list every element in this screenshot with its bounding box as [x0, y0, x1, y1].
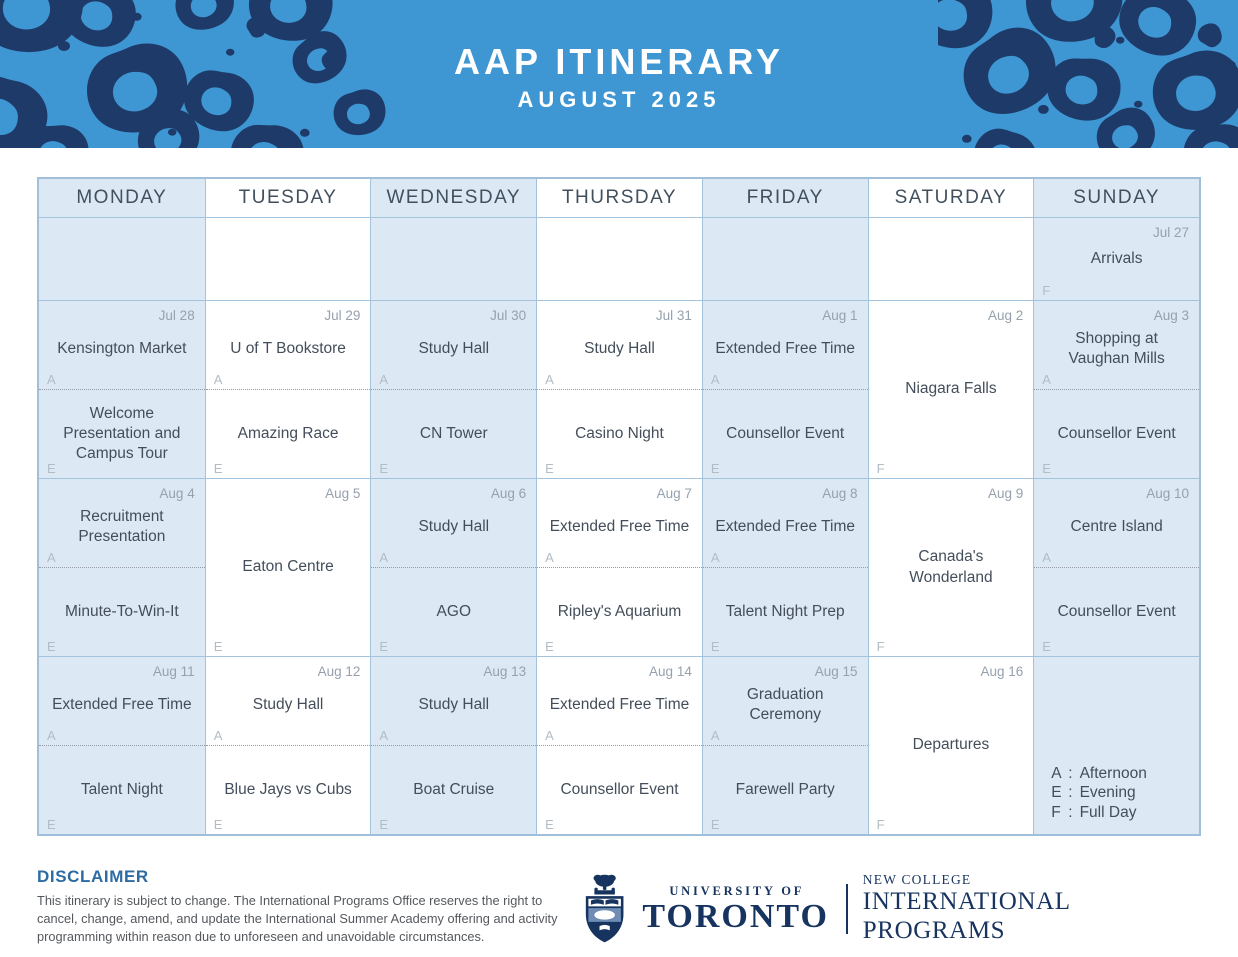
- cell-evening-half: [1034, 390, 1199, 479]
- event-afternoon: Graduation Ceremony: [746, 685, 824, 723]
- logo-university-of: UNIVERSITY OF: [669, 883, 805, 898]
- cell-evening-half: [537, 568, 702, 657]
- itinerary-calendar: [37, 177, 1201, 836]
- cell-date: Aug 3: [1153, 308, 1189, 323]
- event-evening: CN Tower: [419, 424, 488, 442]
- period-label-evening: E: [47, 817, 56, 832]
- period-label-afternoon: A: [213, 371, 223, 387]
- event-evening: Casino Night: [575, 424, 664, 442]
- footer: [37, 867, 1201, 947]
- event-afternoon: Recruitment Presentation: [78, 507, 166, 545]
- period-label-evening: E: [545, 817, 554, 832]
- cell-evening-half: [206, 390, 371, 479]
- calendar-cell: [205, 218, 371, 300]
- period-label-afternoon: A: [213, 727, 223, 743]
- cell-date: Aug 14: [649, 664, 692, 679]
- legend-item: A : Afternoon: [1051, 764, 1147, 782]
- event-full-day: Arrivals: [1090, 249, 1143, 267]
- cell-date: Jul 28: [158, 308, 195, 323]
- period-label: F: [1042, 283, 1051, 298]
- period-label-afternoon: A: [47, 549, 56, 565]
- event-afternoon: Study Hall: [584, 339, 655, 357]
- cell-evening-half: [537, 746, 702, 835]
- cell-evening-half: [371, 390, 536, 479]
- period-label: F: [876, 817, 885, 832]
- cell-date: Aug 15: [814, 664, 858, 679]
- event-afternoon: Extended Free Time: [715, 517, 855, 535]
- period-label-afternoon: A: [1042, 549, 1051, 565]
- event-evening: Counsellor Event: [560, 780, 679, 798]
- logo-toronto: TORONTO: [642, 897, 829, 935]
- calendar-week-row: [39, 218, 1199, 300]
- disclaimer-body: This itinerary is subject to change. The International Programs Office reserves the right to cancel, change, amend, and update the International Summer Academy offering and activity programming within reason due to unforeseen and unavoidable circumstances.: [37, 893, 558, 945]
- calendar-cell: [1033, 218, 1199, 300]
- event-evening: Blue Jays vs Cubs: [224, 780, 352, 798]
- day-header-sunday: SUNDAY: [1033, 179, 1199, 217]
- calendar-week-row: [39, 478, 1199, 656]
- period-label-evening: E: [213, 461, 223, 476]
- calendar-cell: [702, 218, 868, 300]
- event-full-day: Canada's Wonderland: [909, 548, 993, 586]
- cell-date: Aug 5: [325, 486, 361, 501]
- event-afternoon: Extended Free Time: [549, 695, 690, 713]
- calendar-cell: [1033, 301, 1199, 478]
- event-full-day: Eaton Centre: [242, 558, 334, 576]
- event-afternoon: Shopping at Vaughan Mills: [1068, 329, 1165, 367]
- day-header-thursday: THURSDAY: [536, 179, 702, 217]
- calendar-cell: [1033, 657, 1199, 834]
- page-title: AAP ITINERARY: [453, 41, 785, 82]
- cell-date: Aug 2: [988, 308, 1024, 323]
- period-label-evening: E: [545, 639, 554, 654]
- day-header-friday: FRIDAY: [702, 179, 868, 217]
- calendar-cell: [370, 301, 536, 478]
- period-label-afternoon: A: [545, 371, 554, 387]
- logo-new-college: NEW COLLEGE: [862, 872, 972, 888]
- period-label-evening: E: [379, 817, 389, 832]
- event-afternoon: Extended Free Time: [52, 695, 192, 713]
- event-afternoon: Study Hall: [418, 339, 490, 357]
- period-label-evening: E: [710, 461, 720, 476]
- event-afternoon: Kensington Market: [57, 339, 187, 357]
- cell-date: Aug 9: [988, 486, 1024, 501]
- cell-evening-half: [39, 568, 205, 657]
- period-label-afternoon: A: [1042, 371, 1051, 387]
- calendar-cell: [370, 218, 536, 300]
- calendar-cell: [702, 301, 868, 478]
- event-evening: Amazing Race: [237, 424, 339, 442]
- event-full-day: Departures: [912, 736, 990, 754]
- calendar-cell: [868, 301, 1034, 478]
- calendar-cell: [39, 657, 205, 834]
- calendar-cell: [205, 301, 371, 478]
- calendar-week-row: [39, 656, 1199, 834]
- banner: [0, 0, 1238, 148]
- day-header-monday: MONDAY: [39, 179, 205, 217]
- event-evening: Counsellor Event: [726, 424, 845, 442]
- legend: [1051, 764, 1147, 823]
- period-label-evening: E: [710, 639, 720, 654]
- cell-evening-half: [703, 568, 868, 657]
- uoft-crest-icon: [579, 871, 630, 947]
- event-afternoon: U of T Bookstore: [230, 339, 346, 357]
- calendar-cell: [1033, 479, 1199, 656]
- period-label-evening: E: [710, 817, 720, 832]
- period-label-evening: E: [545, 461, 554, 476]
- period-label-afternoon: A: [47, 727, 56, 743]
- event-evening: Counsellor Event: [1057, 602, 1176, 620]
- event-evening: Counsellor Event: [1057, 424, 1176, 442]
- period-label-afternoon: A: [710, 549, 720, 565]
- event-evening: Talent Night Prep: [725, 602, 845, 620]
- disclaimer: [37, 867, 579, 946]
- calendar-cell: [536, 657, 702, 834]
- calendar-cell: [370, 479, 536, 656]
- calendar-cell: [205, 657, 371, 834]
- calendar-week-row: [39, 300, 1199, 478]
- day-header-saturday: SATURDAY: [868, 179, 1034, 217]
- period-label-evening: E: [379, 461, 389, 476]
- cell-date: Jul 31: [655, 308, 692, 323]
- event-afternoon: Study Hall: [252, 695, 324, 713]
- event-evening: Minute-To-Win-It: [65, 602, 179, 620]
- period-label-afternoon: A: [379, 549, 389, 565]
- cell-date: Aug 10: [1146, 486, 1189, 501]
- event-evening: Ripley's Aquarium: [557, 602, 682, 620]
- cell-evening-half: [39, 390, 205, 479]
- period-label-evening: E: [1042, 461, 1051, 476]
- period-label: F: [876, 461, 885, 476]
- calendar-cell: [39, 218, 205, 300]
- event-evening: Farewell Party: [735, 780, 835, 798]
- event-evening: Welcome Presentation and Campus Tour: [63, 404, 181, 462]
- period-label-afternoon: A: [379, 371, 389, 387]
- period-label-afternoon: A: [47, 371, 56, 387]
- event-afternoon: Extended Free Time: [715, 339, 855, 357]
- cell-date: Aug 4: [159, 486, 195, 501]
- cell-date: Jul 29: [324, 308, 361, 323]
- calendar-cell: [536, 479, 702, 656]
- cell-date: Aug 7: [656, 486, 692, 501]
- calendar-cell: [702, 657, 868, 834]
- event-afternoon: Extended Free Time: [549, 517, 690, 535]
- period-label: F: [876, 639, 885, 654]
- period-label-evening: E: [1042, 639, 1051, 654]
- cell-evening-half: [703, 390, 868, 479]
- day-header-tuesday: TUESDAY: [205, 179, 371, 217]
- period-label-evening: E: [47, 461, 56, 476]
- day-header-wednesday: WEDNESDAY: [370, 179, 536, 217]
- cell-evening-half: [371, 568, 536, 657]
- event-evening: Boat Cruise: [413, 780, 495, 798]
- event-afternoon: Centre Island: [1070, 517, 1163, 535]
- event-afternoon: Study Hall: [418, 517, 490, 535]
- calendar-cell: [536, 218, 702, 300]
- cell-date: Aug 12: [317, 664, 361, 679]
- cell-evening-half: [206, 746, 371, 835]
- cell-date: Jul 30: [490, 308, 527, 323]
- cell-evening-half: [1034, 568, 1199, 657]
- cell-date: Aug 13: [483, 664, 527, 679]
- event-afternoon: Study Hall: [418, 695, 490, 713]
- period-label-afternoon: A: [710, 727, 720, 743]
- disclaimer-title: DISCLAIMER: [37, 867, 149, 886]
- calendar-cell: [868, 479, 1034, 656]
- legend-item: F : Full Day: [1051, 804, 1137, 822]
- logo-divider: [846, 884, 848, 934]
- period-label-evening: E: [213, 817, 223, 832]
- page-subtitle: AUGUST 2025: [517, 87, 721, 112]
- cell-evening-half: [703, 746, 868, 835]
- calendar-body: [39, 217, 1199, 834]
- cell-date: Aug 16: [980, 664, 1024, 679]
- calendar-cell: [39, 301, 205, 478]
- period-label-afternoon: A: [545, 549, 554, 565]
- period-label-afternoon: A: [710, 371, 720, 387]
- cell-evening-half: [371, 746, 536, 835]
- period-label: E: [213, 639, 223, 654]
- logo-international-programs: INTERNATIONAL PROGRAMS: [862, 888, 1070, 944]
- period-label-evening: E: [47, 639, 56, 654]
- cell-evening-half: [39, 746, 205, 835]
- uoft-logo: [579, 871, 1201, 947]
- cell-date: Aug 11: [152, 664, 195, 679]
- calendar-cell: [536, 301, 702, 478]
- calendar-cell: [205, 479, 371, 656]
- calendar-cell: [39, 479, 205, 656]
- event-evening: Talent Night: [80, 780, 163, 798]
- cell-date: Aug 1: [822, 308, 858, 323]
- legend-item: E : Evening: [1051, 784, 1136, 802]
- cell-date: Jul 27: [1152, 225, 1189, 240]
- cell-date: Aug 8: [822, 486, 858, 501]
- event-evening: AGO: [436, 602, 471, 620]
- period-label-afternoon: A: [545, 727, 554, 743]
- calendar-cell: [868, 657, 1034, 834]
- calendar-cell: [868, 218, 1034, 300]
- period-label-evening: E: [379, 639, 389, 654]
- calendar-header-row: [39, 179, 1199, 217]
- cell-evening-half: [537, 390, 702, 479]
- calendar-cell: [702, 479, 868, 656]
- cell-date: Aug 6: [490, 486, 527, 501]
- calendar-cell: [370, 657, 536, 834]
- period-label-afternoon: A: [379, 727, 389, 743]
- event-full-day: Niagara Falls: [905, 380, 997, 398]
